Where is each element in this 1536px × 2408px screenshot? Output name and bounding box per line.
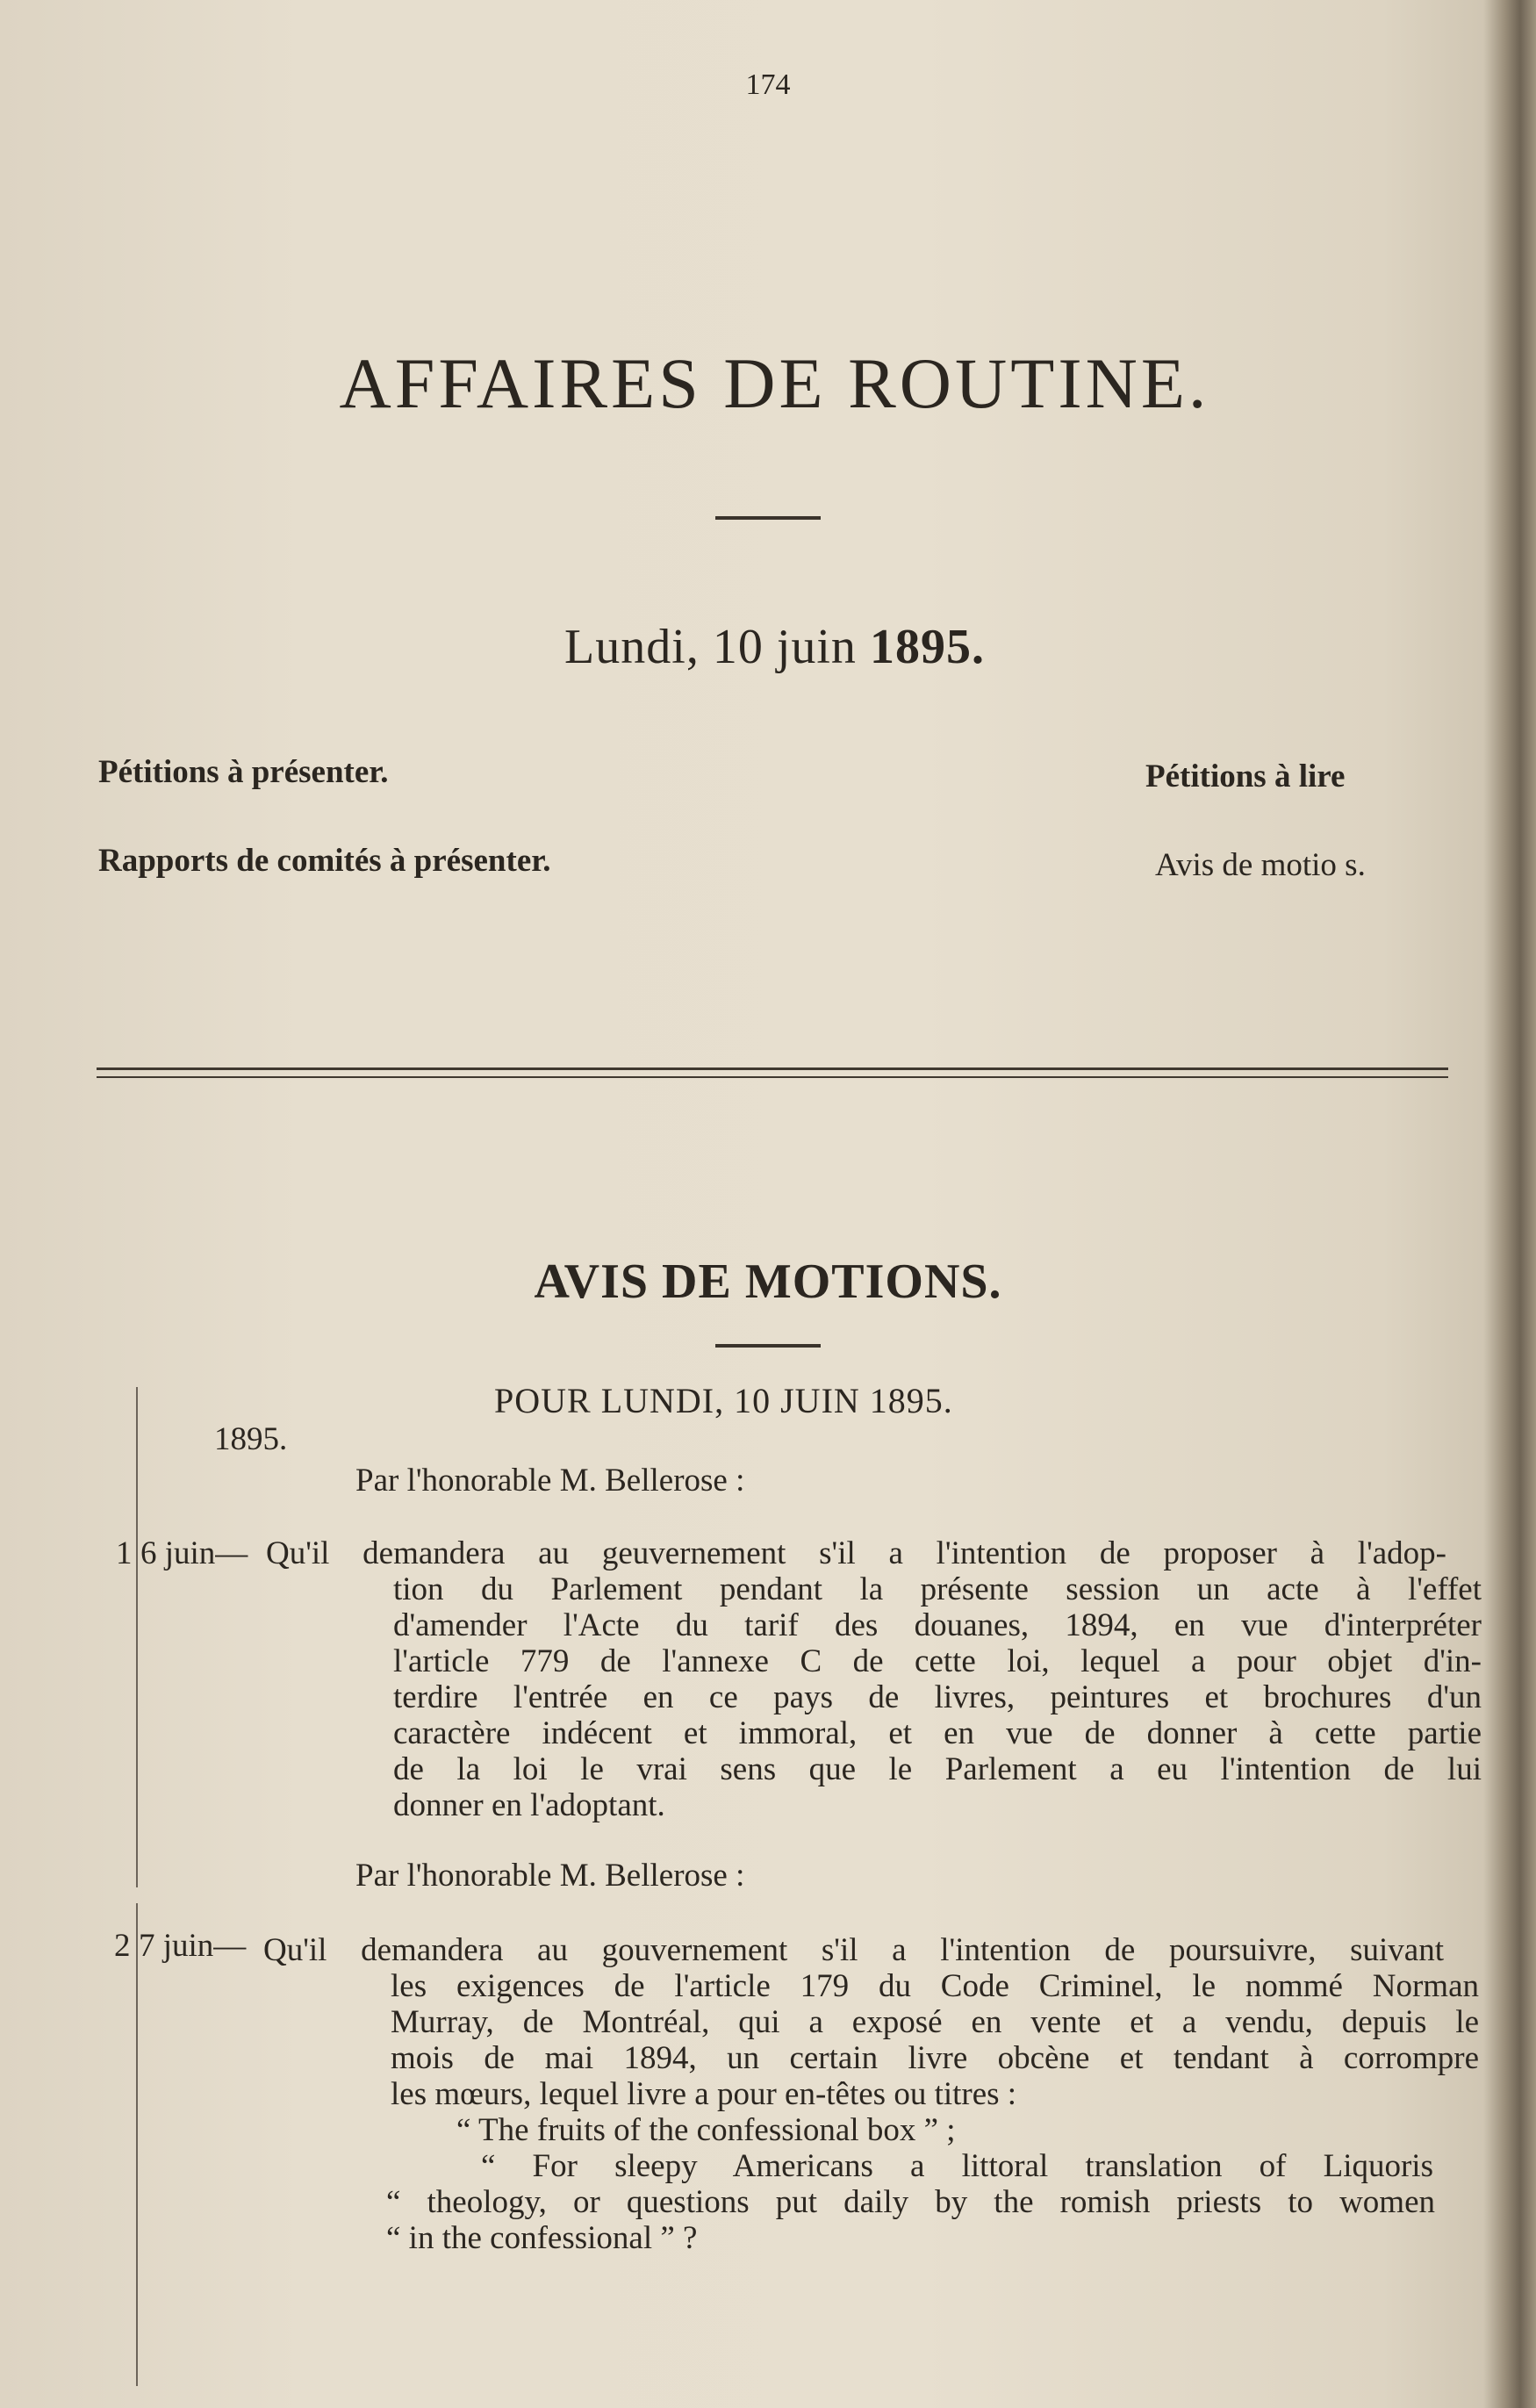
- motion-2-line: “ theology, or questions put daily by the romish priests to women: [386, 2184, 1435, 2220]
- routine-item-petitions-present: Pétitions à présenter.: [98, 754, 389, 790]
- notices-subtitle: POUR LUNDI, 10 JUIN 1895.: [494, 1381, 953, 1420]
- motion-2-line: Qu'il demandera au gouvernement s'il a l'intention de poursuivre, suivant: [263, 1932, 1444, 1968]
- motion-1-line: de la loi le vrai sens que le Parlement a eu l'intention de lui: [393, 1751, 1482, 1787]
- year-label: 1895.: [214, 1421, 288, 1457]
- motion-2-date: 7 juin—: [139, 1928, 247, 1964]
- motion-2-line: les mœurs, lequel livre a pour en-têtes ou titres :: [391, 2076, 1017, 2112]
- motion-1-date: 6 juin—: [140, 1535, 248, 1571]
- motion-1-line: l'article 779 de l'annexe C de cette loi, lequel a pour objet d'in-: [393, 1643, 1482, 1679]
- motion-1-line: caractère indécent et immoral, et en vue de donner à cette partie: [393, 1715, 1482, 1751]
- motion-1-line: donner en l'adoptant.: [393, 1787, 665, 1823]
- routine-item-petitions-read: Pétitions à lire: [1145, 758, 1346, 794]
- motion-2-line: Murray, de Montréal, qui a exposé en vente et a vendu, depuis le: [391, 2004, 1479, 2040]
- motion-2-number: 2: [114, 1928, 131, 1964]
- motion-1-line: Qu'il demandera au geuvernement s'il a l'intention de proposer à l'adop-: [266, 1535, 1446, 1571]
- title-divider: [715, 516, 821, 520]
- page-number: 174: [745, 68, 791, 101]
- page-title: AFFAIRES DE ROUTINE.: [339, 343, 1210, 423]
- motion-2-line: les exigences de l'article 179 du Code Criminel, le nommé Norman: [391, 1968, 1479, 2004]
- motion-2-line: “ For sleepy Americans a littoral translation of Liquoris: [481, 2148, 1433, 2184]
- motion-2-line: “ in the confessional ” ?: [386, 2220, 698, 2256]
- sitting-date-year: 1895.: [869, 620, 985, 674]
- motion-1-line: d'amender l'Acte du tarif des douanes, 1894, en vue d'interpréter: [393, 1607, 1482, 1643]
- sitting-date-text: Lundi, 10 juin: [564, 620, 870, 674]
- motion-1-line: terdire l'entrée en ce pays de livres, peintures et brochures d'un: [393, 1679, 1482, 1715]
- motion-1-line: tion du Parlement pendant la présente session un acte à l'effet: [393, 1571, 1482, 1607]
- section-divider-top: [97, 1067, 1448, 1070]
- section-title: AVIS DE MOTIONS.: [534, 1254, 1002, 1309]
- margin-rule-1: [136, 1387, 138, 1887]
- section-title-divider: [715, 1344, 821, 1348]
- motion-1-number: 1: [116, 1535, 133, 1571]
- motion-1-mover: Par l'honorable M. Bellerose :: [355, 1463, 745, 1499]
- section-divider-bottom: [97, 1076, 1448, 1078]
- motion-2-line: “ The fruits of the confessional box ” ;: [456, 2112, 956, 2148]
- margin-rule-2: [136, 1903, 138, 2386]
- motion-2-line: mois de mai 1894, un certain livre obcène et tendant à corrompre: [391, 2040, 1479, 2076]
- motion-2-mover: Par l'honorable M. Bellerose :: [355, 1858, 745, 1894]
- routine-item-committee-reports: Rapports de comités à présenter.: [98, 843, 551, 879]
- sitting-date: [0, 619, 1536, 675]
- routine-item-notices: Avis de motio s.: [1155, 847, 1366, 883]
